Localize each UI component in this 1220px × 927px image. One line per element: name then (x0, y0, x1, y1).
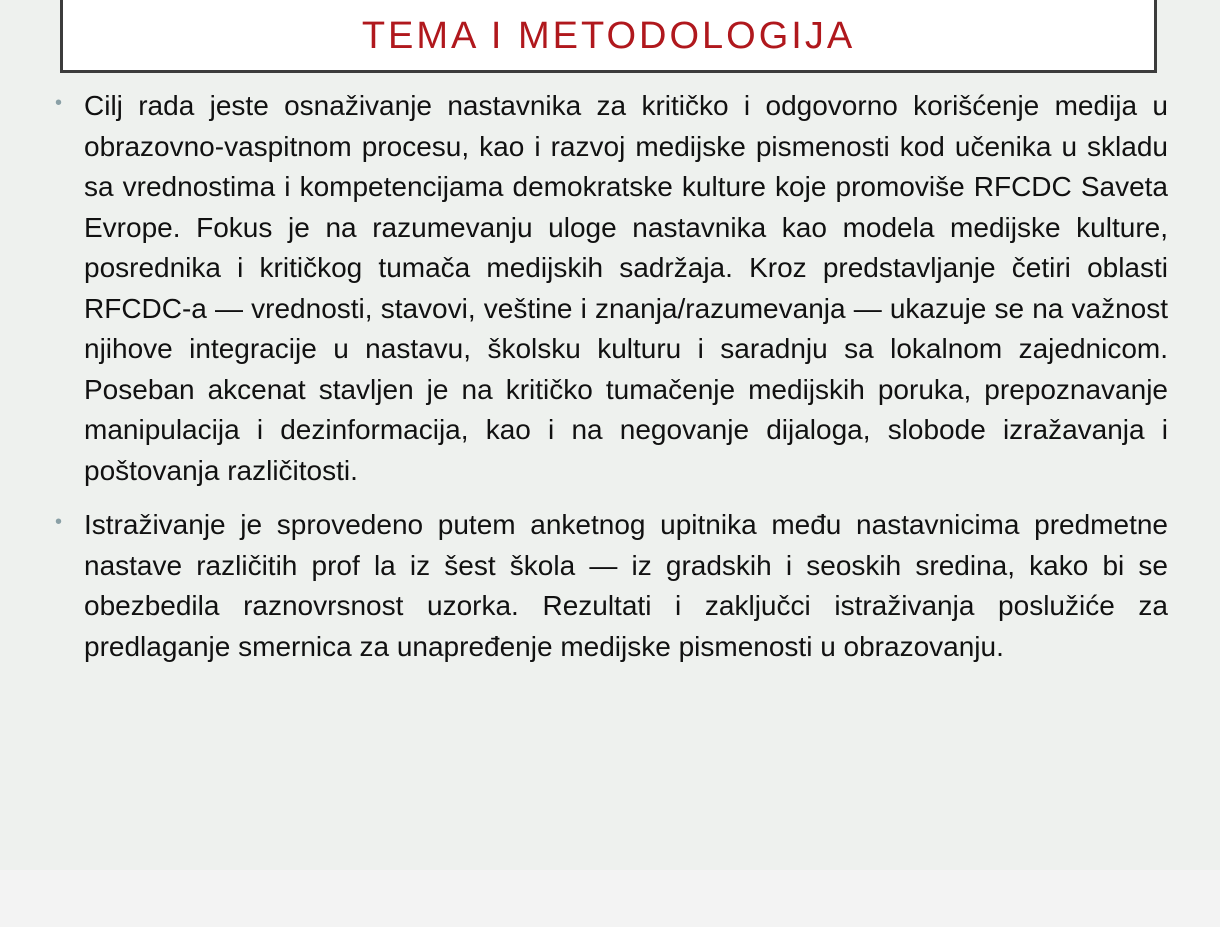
slide-title: TEMA I METODOLOGIJA (361, 15, 856, 57)
bullet-text-goal: Cilj rada jeste osnaživanje nastavnika za kritičko i odgovorno korišćenje medija u obrazovno-vaspitnom procesu, kao i razvoj medijske pismenosti kod učenika u skladu sa vrednostima i kompetencijama demokratske kulture koje promoviše RFCDC Saveta Evrope. Fokus je na razumevanju uloge nastavnika kao modela medijske kulture, posrednika i kritičkog tumača medijskih sadržaja. Kroz predstavljanje četiri oblasti RFCDC-a — vrednosti, stavovi, veštine i znanja/razumevanja — ukazuje se na važnost njihove integracije u nastavu, školsku kulturu i saradnju sa lokalnom zajednicom. Poseban akcenat stavljen je na kritičko tumačenje medijskih poruka, prepoznavanje manipulacija i dezinformacija, kao i na negovanje dijaloga, slobode izražavanja i poštovanja različitosti. (84, 90, 1168, 486)
bullet-item-goal (50, 86, 1168, 491)
bullet-item-research (50, 505, 1168, 667)
title-box (60, 0, 1157, 73)
bullet-marker-icon: • (55, 92, 63, 114)
bullet-list (50, 86, 1168, 667)
bullet-text-research: Istraživanje je sprovedeno putem anketnog upitnika među nastavnicima predmetne nastave različitih prof la iz šest škola — iz gradskih i seoskih sredina, kako bi se obezbedila raznovrsnost uzorka. Rezultati i zaključci istraživanja poslužiće za predlaganje smernica za unapređenje medijske pismenosti u obrazovanju. (84, 509, 1168, 662)
bullet-marker-icon: • (55, 511, 63, 533)
